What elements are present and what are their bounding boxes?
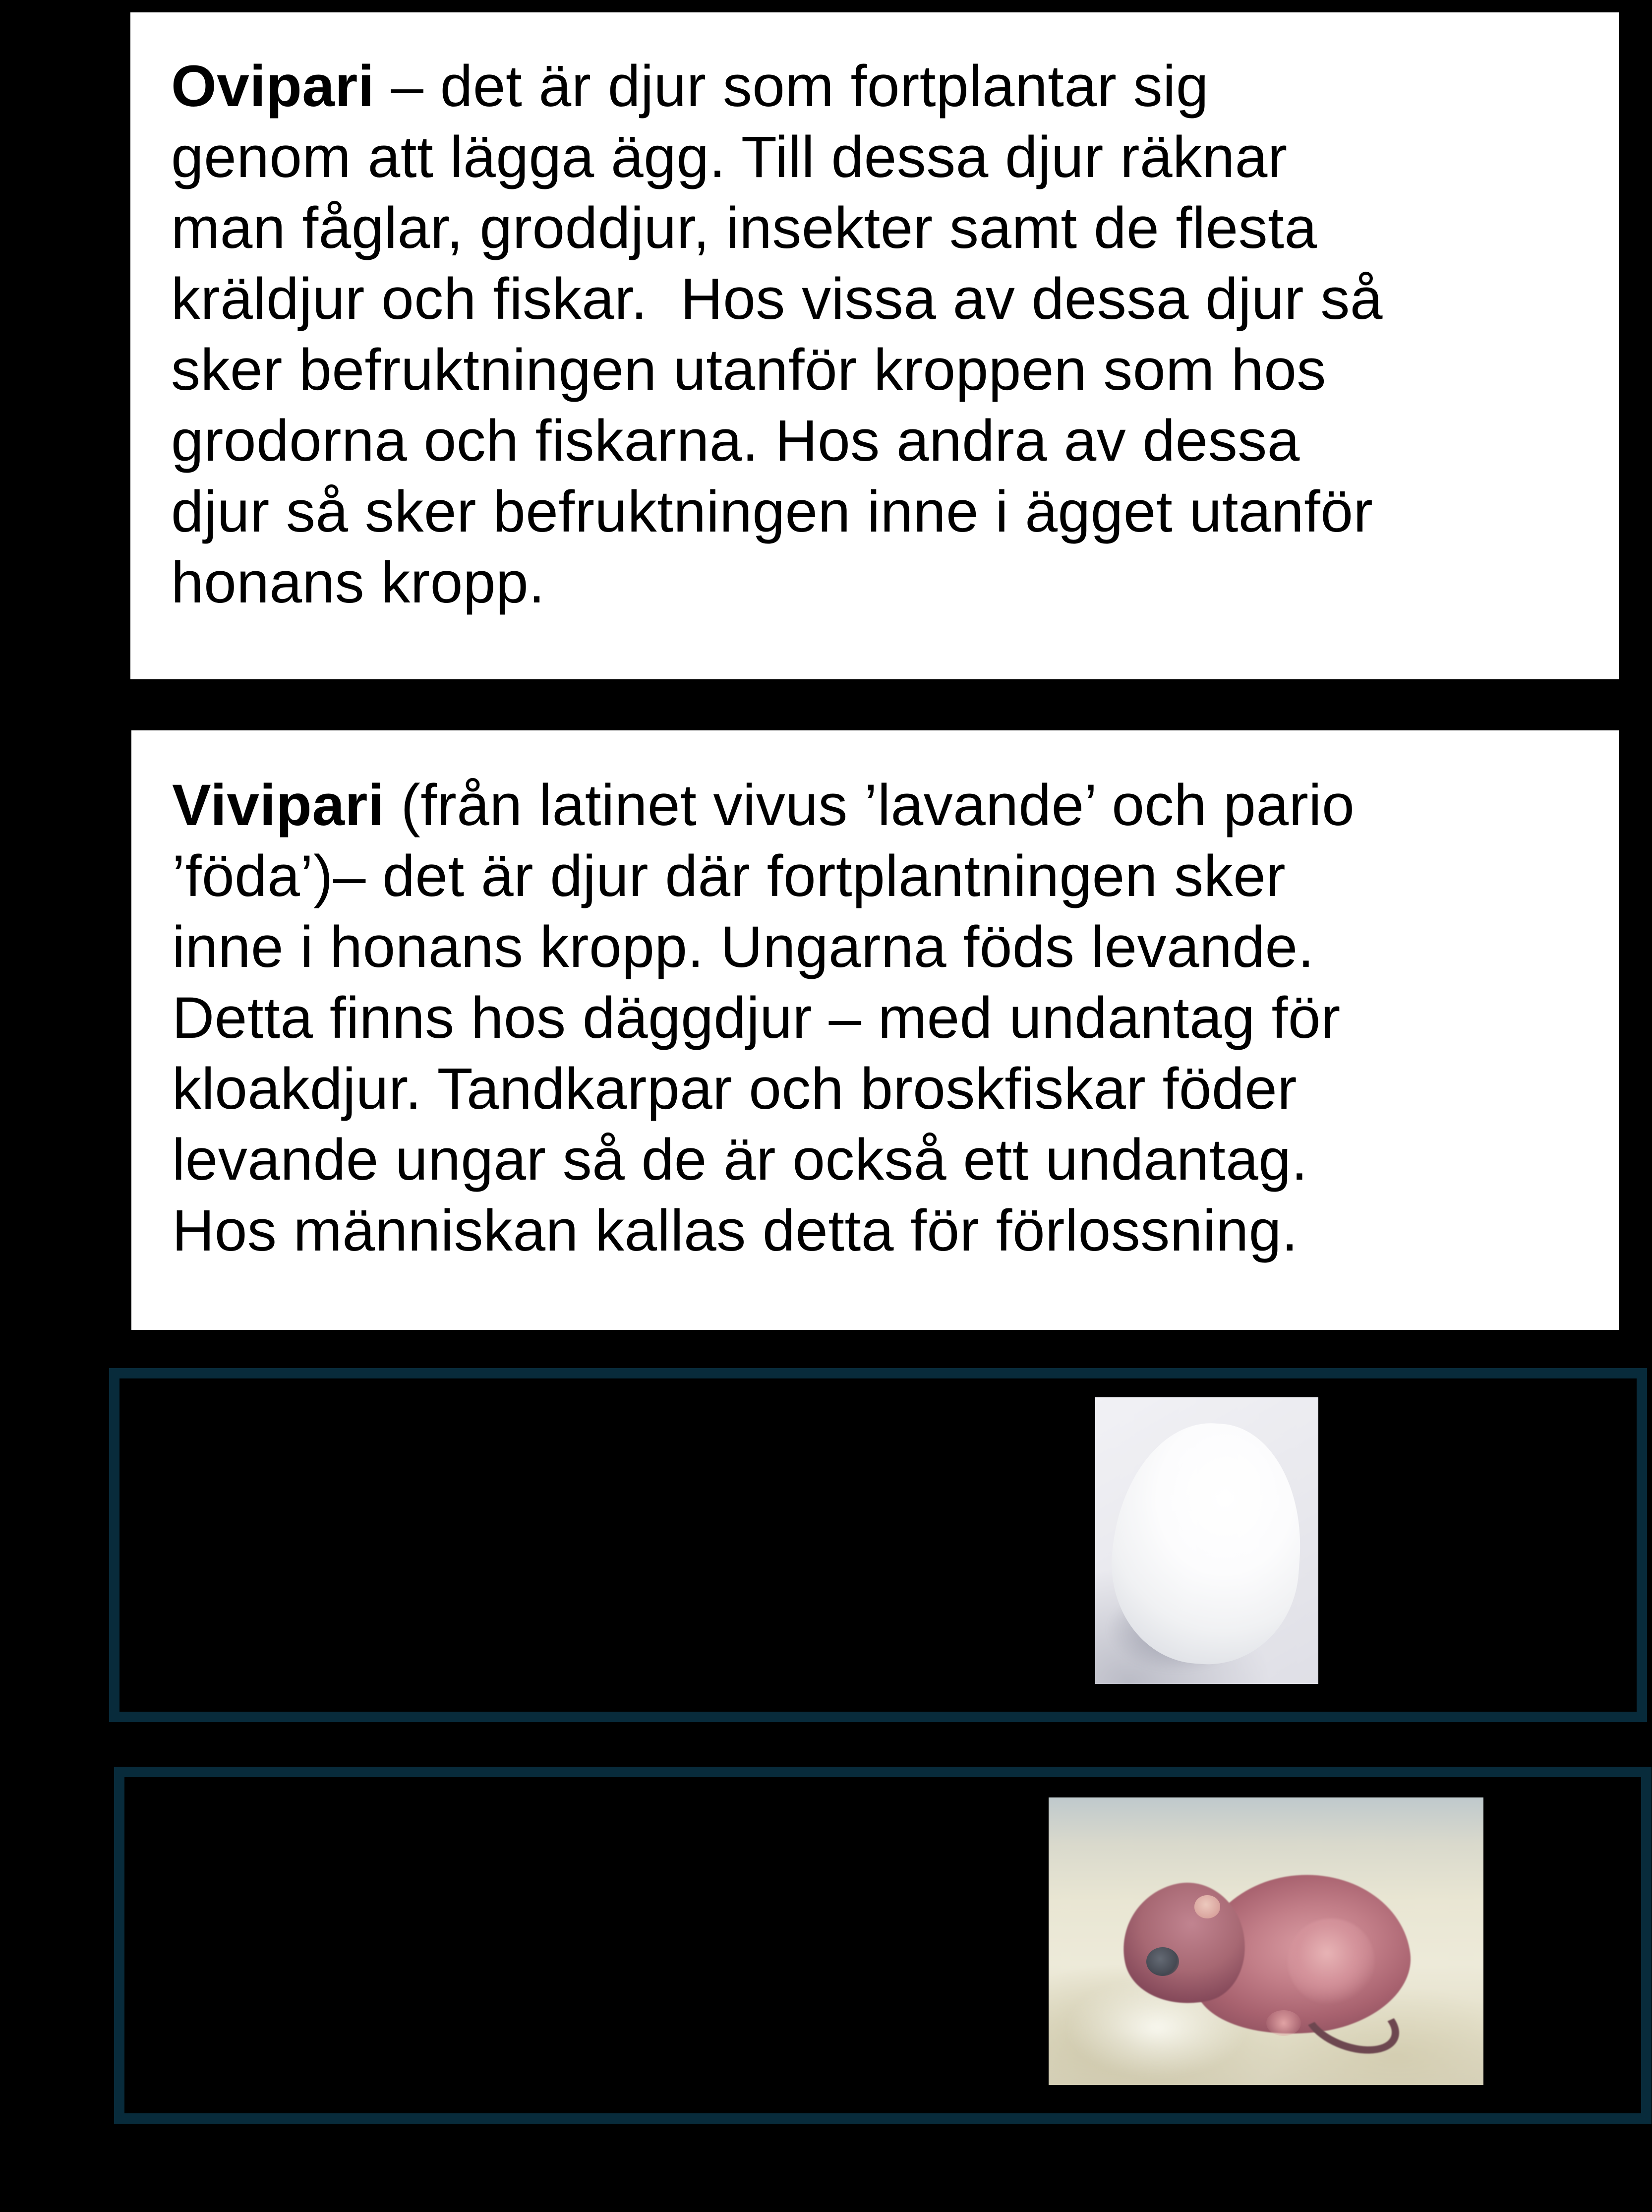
newborn-paw: [1266, 2010, 1301, 2036]
ovipari-line-1-rest: – det är djur som fortplantar sig: [374, 54, 1209, 119]
newborn-hairless-animal-photo: [1049, 1797, 1483, 2085]
ovipari-line-7: djur så sker befruktningen inne i ägget utanför: [171, 479, 1373, 544]
ovipari-textbox: [130, 12, 1619, 679]
ovipari-line-5: sker befruktningen utanför kroppen som hos: [171, 337, 1326, 403]
ovipari-line-8: honans kropp.: [171, 550, 545, 615]
vivipari-line-1-rest: (från latinet vivus ’lavande’ och pario: [384, 773, 1355, 838]
vivipari-line-6: levande ungar så de är också ett undantag.: [172, 1127, 1308, 1193]
vivipari-line-4: Detta finns hos däggdjur – med undantag för: [172, 985, 1341, 1051]
egg-frame-box: [109, 1368, 1647, 1722]
ovipari-line-6: grodorna och fiskarna. Hos andra av dessa: [171, 408, 1300, 474]
vivipari-line-1: [172, 770, 1599, 841]
vivipari-line-5: kloakdjur. Tandkarpar och broskfiskar föder: [172, 1056, 1298, 1122]
vivipari-line-3: inne i honans kropp. Ungarna föds levande.: [172, 914, 1314, 980]
newborn-ear: [1194, 1895, 1221, 1918]
white-egg-photo: [1095, 1397, 1318, 1684]
vivipari-line-2: ’föda’)– det är djur där fortplantningen sker: [172, 843, 1286, 909]
ovipari-line-2: genom att lägga ägg. Till dessa djur räknar: [171, 124, 1288, 190]
newborn-frame-box: [114, 1767, 1652, 2124]
newborn-eye: [1146, 1947, 1179, 1976]
ovipari-line-4: kräldjur och fiskar. Hos vissa av dessa djur så: [171, 266, 1383, 332]
ovipari-term: Ovipari: [171, 54, 375, 119]
ovipari-line-1: [171, 51, 1599, 122]
vivipari-term: Vivipari: [172, 773, 385, 838]
vivipari-textbox: [131, 730, 1619, 1330]
ovipari-line-3: man fåglar, groddjur, insekter samt de flesta: [171, 195, 1317, 261]
vivipari-line-7: Hos människan kallas detta för förlossning.: [172, 1198, 1298, 1263]
